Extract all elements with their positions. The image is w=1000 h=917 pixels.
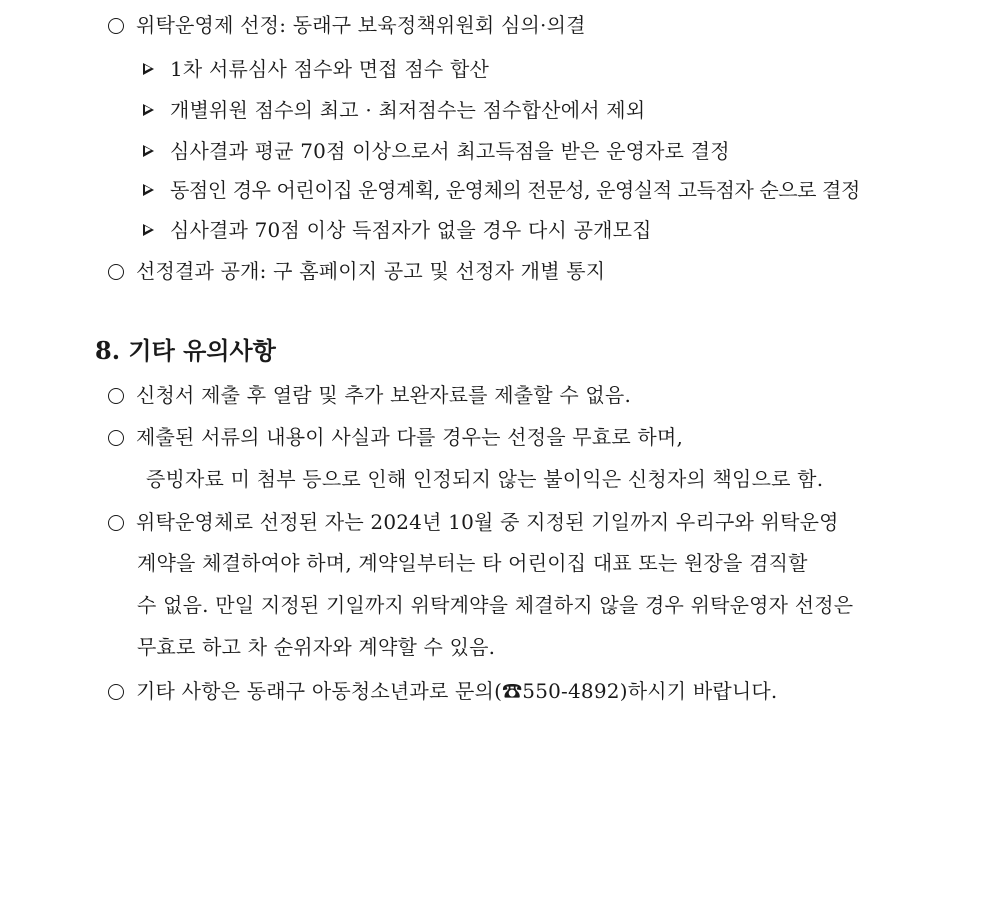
circle-bullet-icon (108, 430, 124, 446)
sub-item-text: 심사결과 평균 70점 이상으로서 최고득점을 받은 운영자로 결정 (170, 139, 730, 163)
bullet-item-disclosure (108, 258, 605, 284)
sub-item-text: 개별위원 점수의 최고 · 최저점수는 점수합산에서 제외 (170, 98, 646, 122)
bullet-item-selection (108, 12, 586, 38)
notes-item (108, 678, 777, 704)
notes-item (108, 509, 839, 535)
circle-bullet-icon (108, 18, 124, 34)
sub-item-text: 1차 서류심사 점수와 면접 점수 합산 (170, 57, 489, 81)
notes-continuation: 증빙자료 미 첨부 등으로 인해 인정되지 않는 불이익은 신청자의 책임으로 함. (146, 467, 824, 491)
bullet-text: 위탁운영제 선정: 동래구 보육정책위원회 심의·의결 (136, 13, 586, 37)
circle-bullet-icon (108, 684, 124, 700)
sub-item-scoring (143, 56, 489, 82)
triangle-bullet-icon (143, 104, 154, 116)
notes-text: 위탁운영체로 선정된 자는 2024년 10월 중 지정된 기일까지 우리구와 위탁운영 (136, 510, 839, 534)
notes-text: 제출된 서류의 내용이 사실과 다를 경우는 선정을 무효로 하며, (136, 425, 684, 449)
triangle-bullet-icon (143, 63, 154, 75)
sub-item-text: 심사결과 70점 이상 득점자가 없을 경우 다시 공개모집 (170, 218, 652, 242)
section-heading-notes: 8. 기타 유의사항 (95, 336, 276, 365)
notes-continuation: 계약을 체결하여야 하며, 계약일부터는 타 어린이집 대표 또는 원장을 겸직할 (137, 551, 808, 575)
triangle-bullet-icon (143, 224, 154, 236)
notes-continuation: 무효로 하고 차 순위자와 계약할 수 있음. (137, 635, 496, 659)
sub-item-threshold (143, 138, 730, 164)
triangle-bullet-icon (143, 145, 154, 157)
circle-bullet-icon (108, 515, 124, 531)
sub-item-exclusion (143, 97, 645, 123)
notes-item (108, 382, 631, 408)
bullet-text: 선정결과 공개: 구 홈페이지 공고 및 선정자 개별 통지 (136, 259, 606, 283)
sub-item-re-recruitment (143, 217, 652, 243)
notes-text: 신청서 제출 후 열람 및 추가 보완자료를 제출할 수 없음. (136, 383, 632, 407)
sub-item-text: 동점인 경우 어린이집 운영계획, 운영체의 전문성, 운영실적 고득점자 순으로 결정 (170, 178, 860, 202)
circle-bullet-icon (108, 264, 124, 280)
triangle-bullet-icon (143, 184, 154, 196)
sub-item-tiebreak (143, 177, 860, 203)
notes-item (108, 424, 683, 450)
notes-continuation: 수 없음. 만일 지정된 기일까지 위탁계약을 체결하지 않을 경우 위탁운영자 선정은 (137, 593, 854, 617)
circle-bullet-icon (108, 388, 124, 404)
notes-text: 기타 사항은 동래구 아동청소년과로 문의(☎550-4892)하시기 바랍니다. (136, 679, 778, 703)
